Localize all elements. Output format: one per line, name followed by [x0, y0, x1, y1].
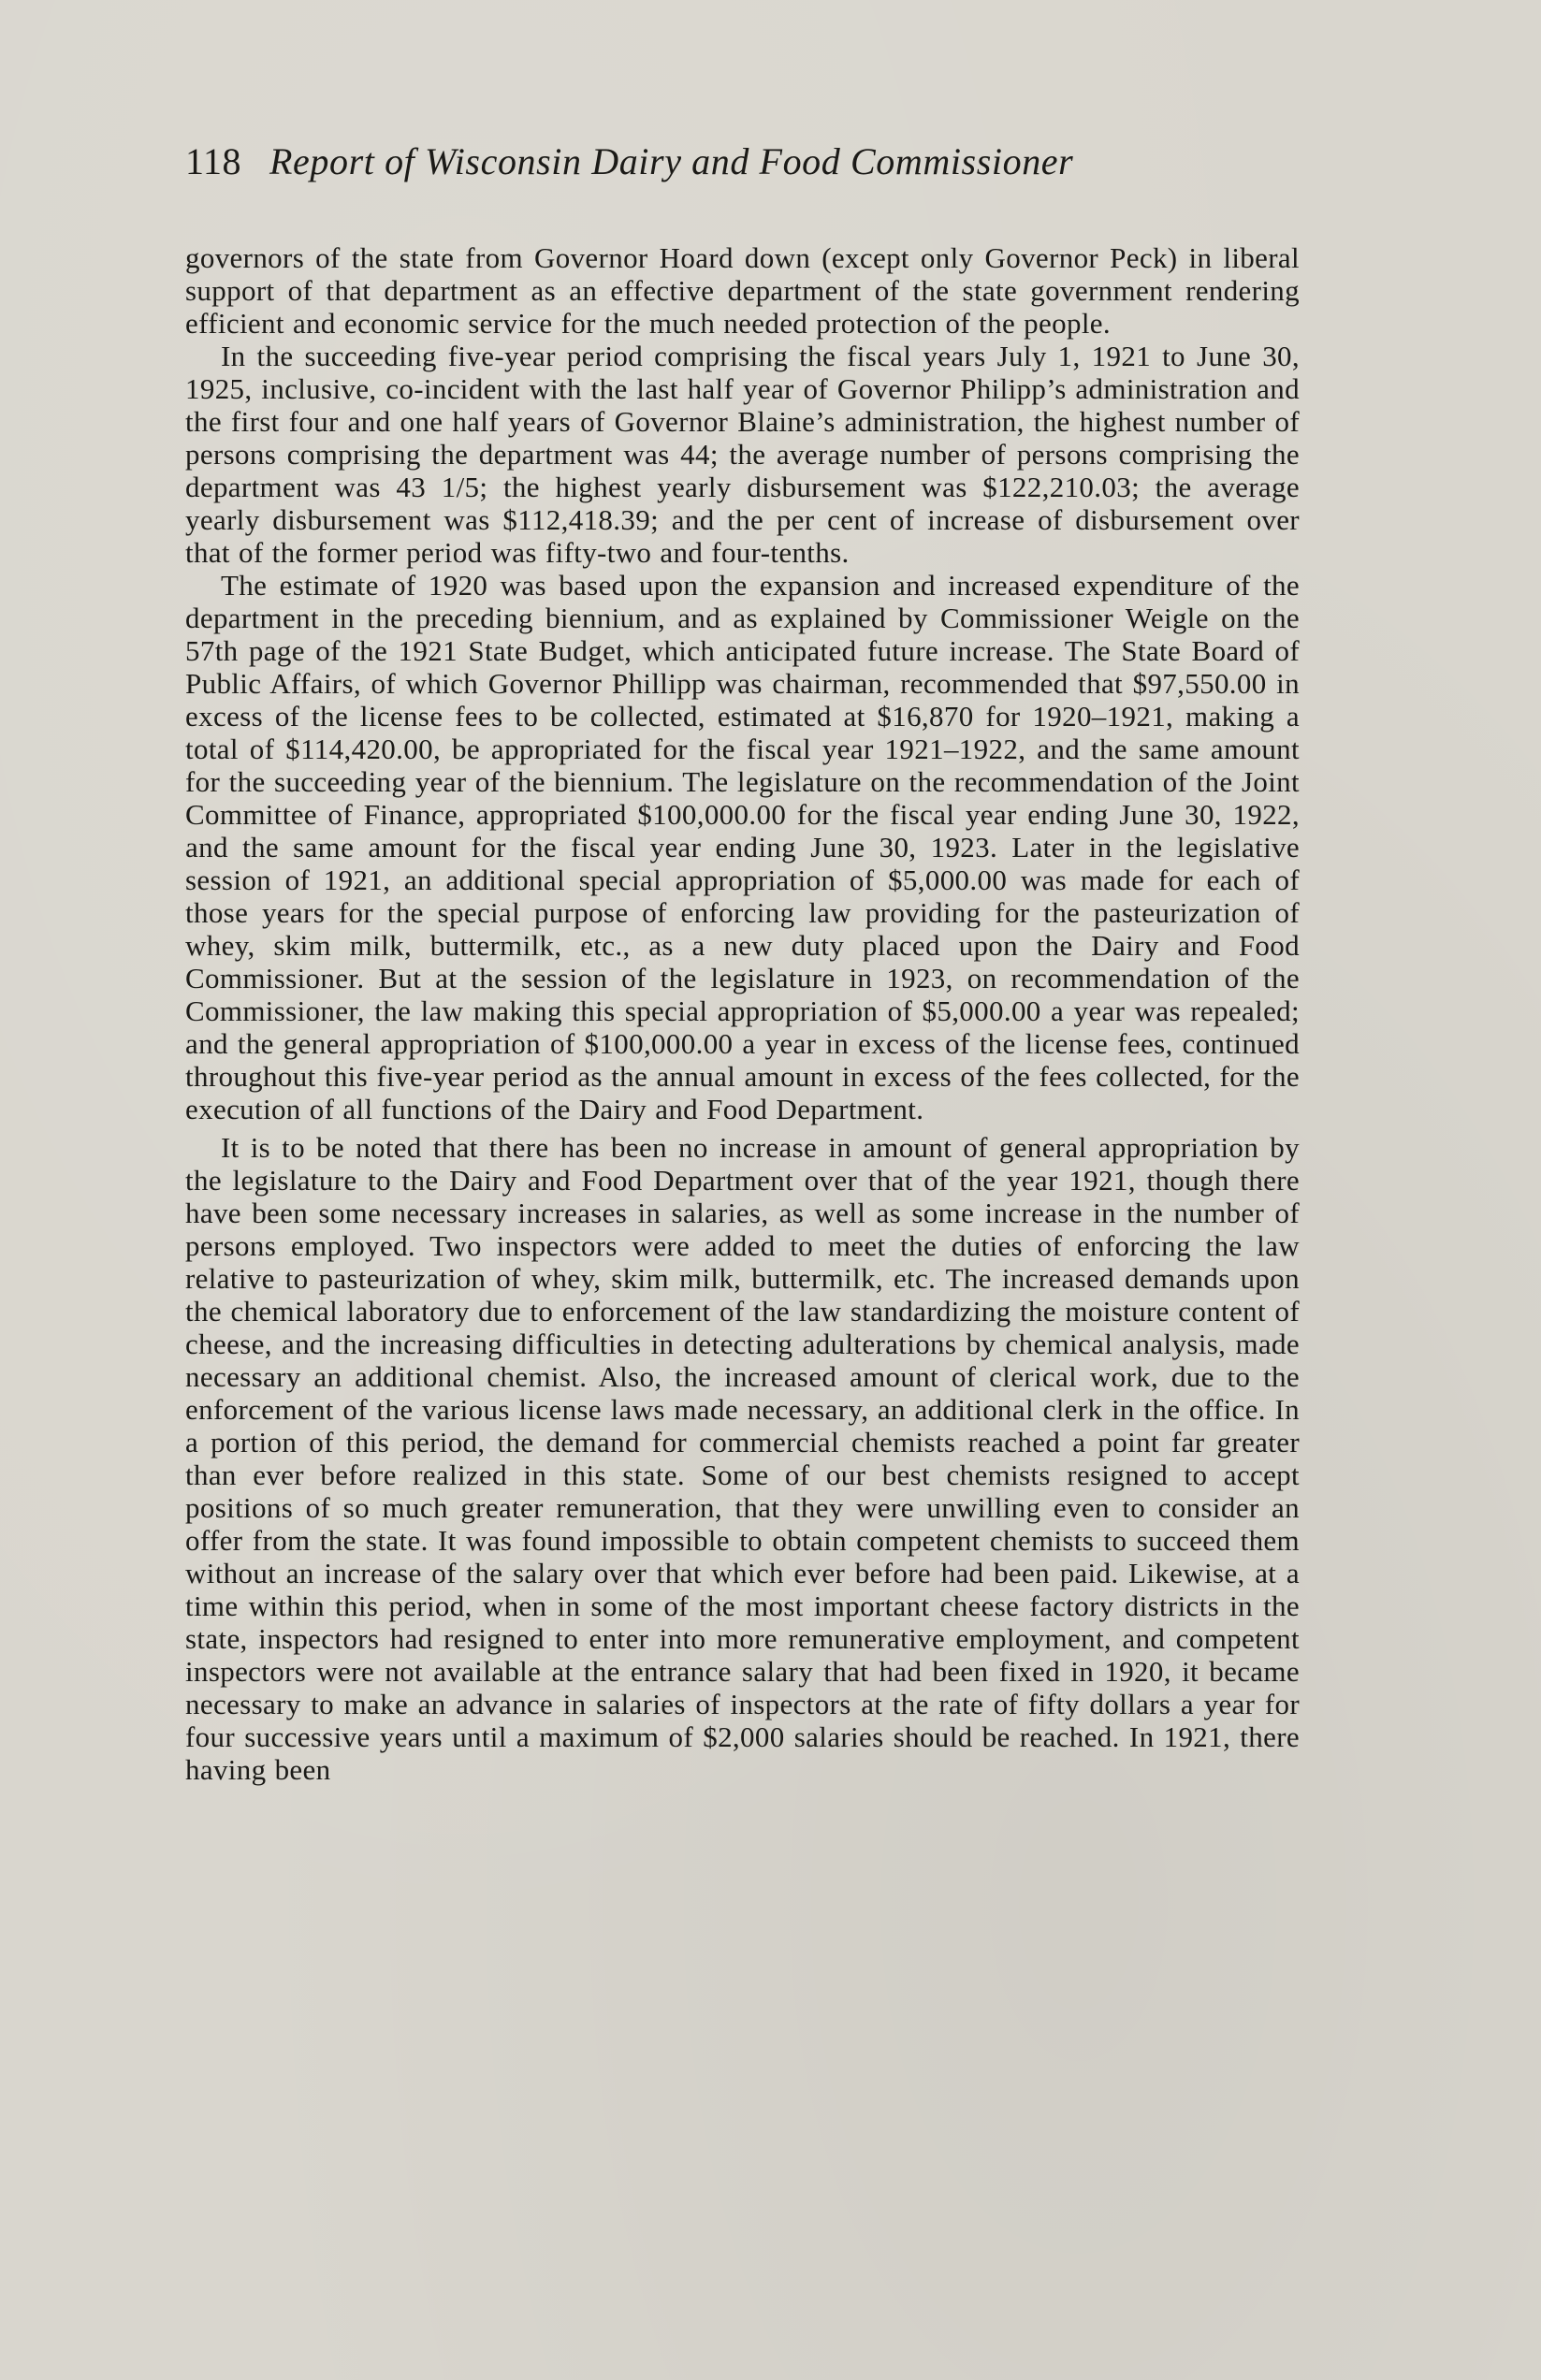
paragraph-no-increase: It is to be noted that there has been no increase in amount of general appropriation by the legislature to the Dairy and Food Department over that of the year 1921, though there have been some necessary increases in salaries, as well as some increase in the number of persons employed. Two inspectors were added to meet the duties of enforcing the law relative to pasteurization of whey, skim milk, buttermilk, etc. The increased demands upon the chemical laboratory due to enforcement of the law standardizing the moisture content of cheese, and the increasing difficulties in detecting adulterations by chemical analysis, made necessary an additional chemist. Also, the increased amount of clerical work, due to the enforcement of the various license laws made necessary, an additional clerk in the office. In a portion of this period, the demand for commercial chemists reached a point far greater than ever before realized in this state. Some of our best chemists resigned to accept positions of so much greater remuneration, that they were unwilling even to consider an offer from the state. It was found impossible to obtain competent chemists to succeed them without an increase of the salary over that which ever before had been paid. Likewise, at a time within this period, when in some of the most important cheese factory districts in the state, inspectors had resigned to enter into more remunerative employment, and competent inspectors were not available at the entrance salary that had been fixed in 1920, it became necessary to make an advance in salaries of inspectors at the rate of fifty dollars a year for four successive years until a maximum of $2,000 salaries should be reached. In 1921, there having been [185, 1131, 1300, 1786]
paragraph-continuation: governors of the state from Governor Hoard down (except only Governor Peck) in liberal support of that department as an effective department of the state government rendering efficient and economic service for the much needed protection of the people. [185, 241, 1300, 340]
running-title: Report of Wisconsin Dairy and Food Commissioner [269, 140, 1074, 182]
paragraph-five-year-period: In the succeeding five-year period comprising the fiscal years July 1, 1921 to June 30, 1925, inclusive, co-incident with the last half year of Governor Philipp’s administration and the first four and one half years of Governor Blaine’s administration, the highest number of persons comprising the department was 44; the average number of persons comprising the department was 43 1/5; the highest yearly disbursement was $122,210.03; the average yearly disbursement was $112,418.39; and the per cent of increase of disbursement over that of the former period was fifty-two and four-tenths. [185, 340, 1300, 569]
paragraph-estimate-1920: The estimate of 1920 was based upon the expansion and increased expenditure of the department in the preceding biennium, and as explained by Commissioner Weigle on the 57th page of the 1921 State Budget, which anticipated future increase. The State Board of Public Affairs, of which Governor Phillipp was chairman, recommended that $97,550.00 in excess of the license fees to be collected, estimated at $16,870 for 1920–1921, making a total of $114,420.00, be appropriated for the fiscal year 1921–1922, and the same amount for the succeeding year of the biennium. The legislature on the recommendation of the Joint Committee of Finance, appropriated $100,000.00 for the fiscal year ending June 30, 1922, and the same amount for the fiscal year ending June 30, 1923. Later in the legislative session of 1921, an additional special appropriation of $5,000.00 was made for each of those years for the special purpose of enforcing law providing for the pasteurization of whey, skim milk, buttermilk, etc., as a new duty placed upon the Dairy and Food Commissioner. But at the session of the legislature in 1923, on recommendation of the Commissioner, the law making this special appropriation of $5,000.00 a year was repealed; and the general appropriation of $100,000.00 a year in excess of the license fees, continued throughout this five-year period as the annual amount in excess of the fees collected, for the execution of all functions of the Dairy and Food Department. [185, 569, 1300, 1125]
running-head [185, 140, 1300, 183]
body-text [185, 241, 1300, 1786]
page-number: 118 [185, 140, 242, 182]
